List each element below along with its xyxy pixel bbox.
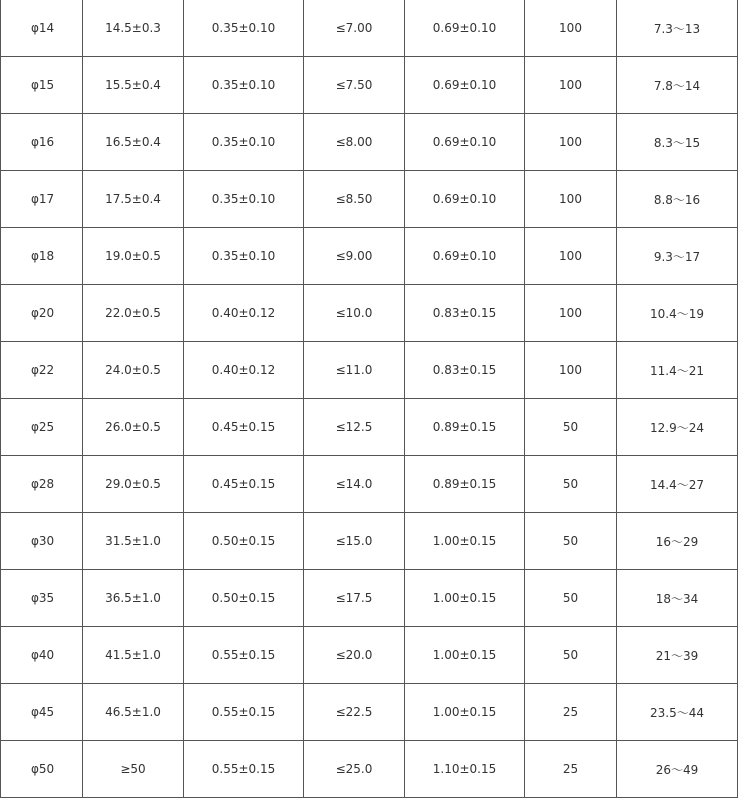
package-qty-cell: 50 [525,627,617,684]
resistance-cell: ≤7.00 [304,0,405,57]
diameter-cell: 19.0±0.5 [83,228,184,285]
package-qty-cell: 50 [525,513,617,570]
diameter-cell: ≥50 [83,741,184,798]
table-row [1,399,738,456]
diameter-cell: 29.0±0.5 [83,456,184,513]
resistance-cell: ≤8.00 [304,114,405,171]
wall-thickness-cell: 0.55±0.15 [184,684,304,741]
size-cell: φ16 [1,114,83,171]
package-qty-cell: 50 [525,456,617,513]
value-cell: 0.69±0.10 [405,171,525,228]
table-body [1,0,738,798]
diameter-cell: 36.5±1.0 [83,570,184,627]
package-qty-cell: 100 [525,342,617,399]
wall-thickness-cell: 0.35±0.10 [184,171,304,228]
size-cell: φ17 [1,171,83,228]
resistance-cell: ≤25.0 [304,741,405,798]
range-cell: 10.4～19 [617,285,738,342]
value-cell: 1.00±0.15 [405,627,525,684]
range-cell: 16～29 [617,513,738,570]
package-qty-cell: 25 [525,684,617,741]
wall-thickness-cell: 0.45±0.15 [184,456,304,513]
wall-thickness-cell: 0.50±0.15 [184,570,304,627]
table-row [1,741,738,798]
resistance-cell: ≤15.0 [304,513,405,570]
range-cell: 21～39 [617,627,738,684]
range-cell: 8.8～16 [617,171,738,228]
value-cell: 0.83±0.15 [405,285,525,342]
value-cell: 0.83±0.15 [405,342,525,399]
value-cell: 0.89±0.15 [405,399,525,456]
value-cell: 1.00±0.15 [405,684,525,741]
package-qty-cell: 25 [525,741,617,798]
wall-thickness-cell: 0.45±0.15 [184,399,304,456]
size-cell: φ40 [1,627,83,684]
package-qty-cell: 100 [525,171,617,228]
range-cell: 14.4～27 [617,456,738,513]
resistance-cell: ≤17.5 [304,570,405,627]
diameter-cell: 26.0±0.5 [83,399,184,456]
range-cell: 26～49 [617,741,738,798]
range-cell: 7.3～13 [617,0,738,57]
range-cell: 23.5～44 [617,684,738,741]
table-row [1,570,738,627]
wall-thickness-cell: 0.35±0.10 [184,228,304,285]
value-cell: 0.69±0.10 [405,228,525,285]
package-qty-cell: 50 [525,570,617,627]
value-cell: 0.69±0.10 [405,114,525,171]
value-cell: 0.69±0.10 [405,0,525,57]
table-row [1,456,738,513]
size-cell: φ15 [1,57,83,114]
diameter-cell: 17.5±0.4 [83,171,184,228]
table-row [1,57,738,114]
size-cell: φ30 [1,513,83,570]
size-cell: φ45 [1,684,83,741]
package-qty-cell: 100 [525,285,617,342]
wall-thickness-cell: 0.35±0.10 [184,57,304,114]
value-cell: 0.69±0.10 [405,57,525,114]
resistance-cell: ≤9.00 [304,228,405,285]
value-cell: 0.89±0.15 [405,456,525,513]
diameter-cell: 46.5±1.0 [83,684,184,741]
diameter-cell: 16.5±0.4 [83,114,184,171]
table-row [1,513,738,570]
table-row [1,171,738,228]
size-cell: φ20 [1,285,83,342]
size-cell: φ25 [1,399,83,456]
wall-thickness-cell: 0.35±0.10 [184,114,304,171]
resistance-cell: ≤11.0 [304,342,405,399]
diameter-cell: 24.0±0.5 [83,342,184,399]
size-cell: φ14 [1,0,83,57]
range-cell: 18～34 [617,570,738,627]
diameter-cell: 15.5±0.4 [83,57,184,114]
resistance-cell: ≤7.50 [304,57,405,114]
resistance-cell: ≤14.0 [304,456,405,513]
resistance-cell: ≤22.5 [304,684,405,741]
package-qty-cell: 50 [525,399,617,456]
table-row [1,627,738,684]
wall-thickness-cell: 0.55±0.15 [184,627,304,684]
wall-thickness-cell: 0.40±0.12 [184,342,304,399]
wall-thickness-cell: 0.35±0.10 [184,0,304,57]
range-cell: 9.3～17 [617,228,738,285]
table-row [1,0,738,57]
wall-thickness-cell: 0.50±0.15 [184,513,304,570]
range-cell: 8.3～15 [617,114,738,171]
diameter-cell: 22.0±0.5 [83,285,184,342]
wall-thickness-cell: 0.55±0.15 [184,741,304,798]
table-row [1,114,738,171]
size-cell: φ28 [1,456,83,513]
size-cell: φ50 [1,741,83,798]
package-qty-cell: 100 [525,114,617,171]
resistance-cell: ≤12.5 [304,399,405,456]
size-cell: φ18 [1,228,83,285]
package-qty-cell: 100 [525,228,617,285]
range-cell: 11.4～21 [617,342,738,399]
value-cell: 1.00±0.15 [405,570,525,627]
value-cell: 1.00±0.15 [405,513,525,570]
size-cell: φ22 [1,342,83,399]
range-cell: 12.9～24 [617,399,738,456]
value-cell: 1.10±0.15 [405,741,525,798]
table-row [1,228,738,285]
table-row [1,684,738,741]
wall-thickness-cell: 0.40±0.12 [184,285,304,342]
size-cell: φ35 [1,570,83,627]
resistance-cell: ≤20.0 [304,627,405,684]
diameter-cell: 31.5±1.0 [83,513,184,570]
table-row [1,342,738,399]
package-qty-cell: 100 [525,0,617,57]
resistance-cell: ≤10.0 [304,285,405,342]
range-cell: 7.8～14 [617,57,738,114]
package-qty-cell: 100 [525,57,617,114]
diameter-cell: 41.5±1.0 [83,627,184,684]
diameter-cell: 14.5±0.3 [83,0,184,57]
table-row [1,285,738,342]
resistance-cell: ≤8.50 [304,171,405,228]
